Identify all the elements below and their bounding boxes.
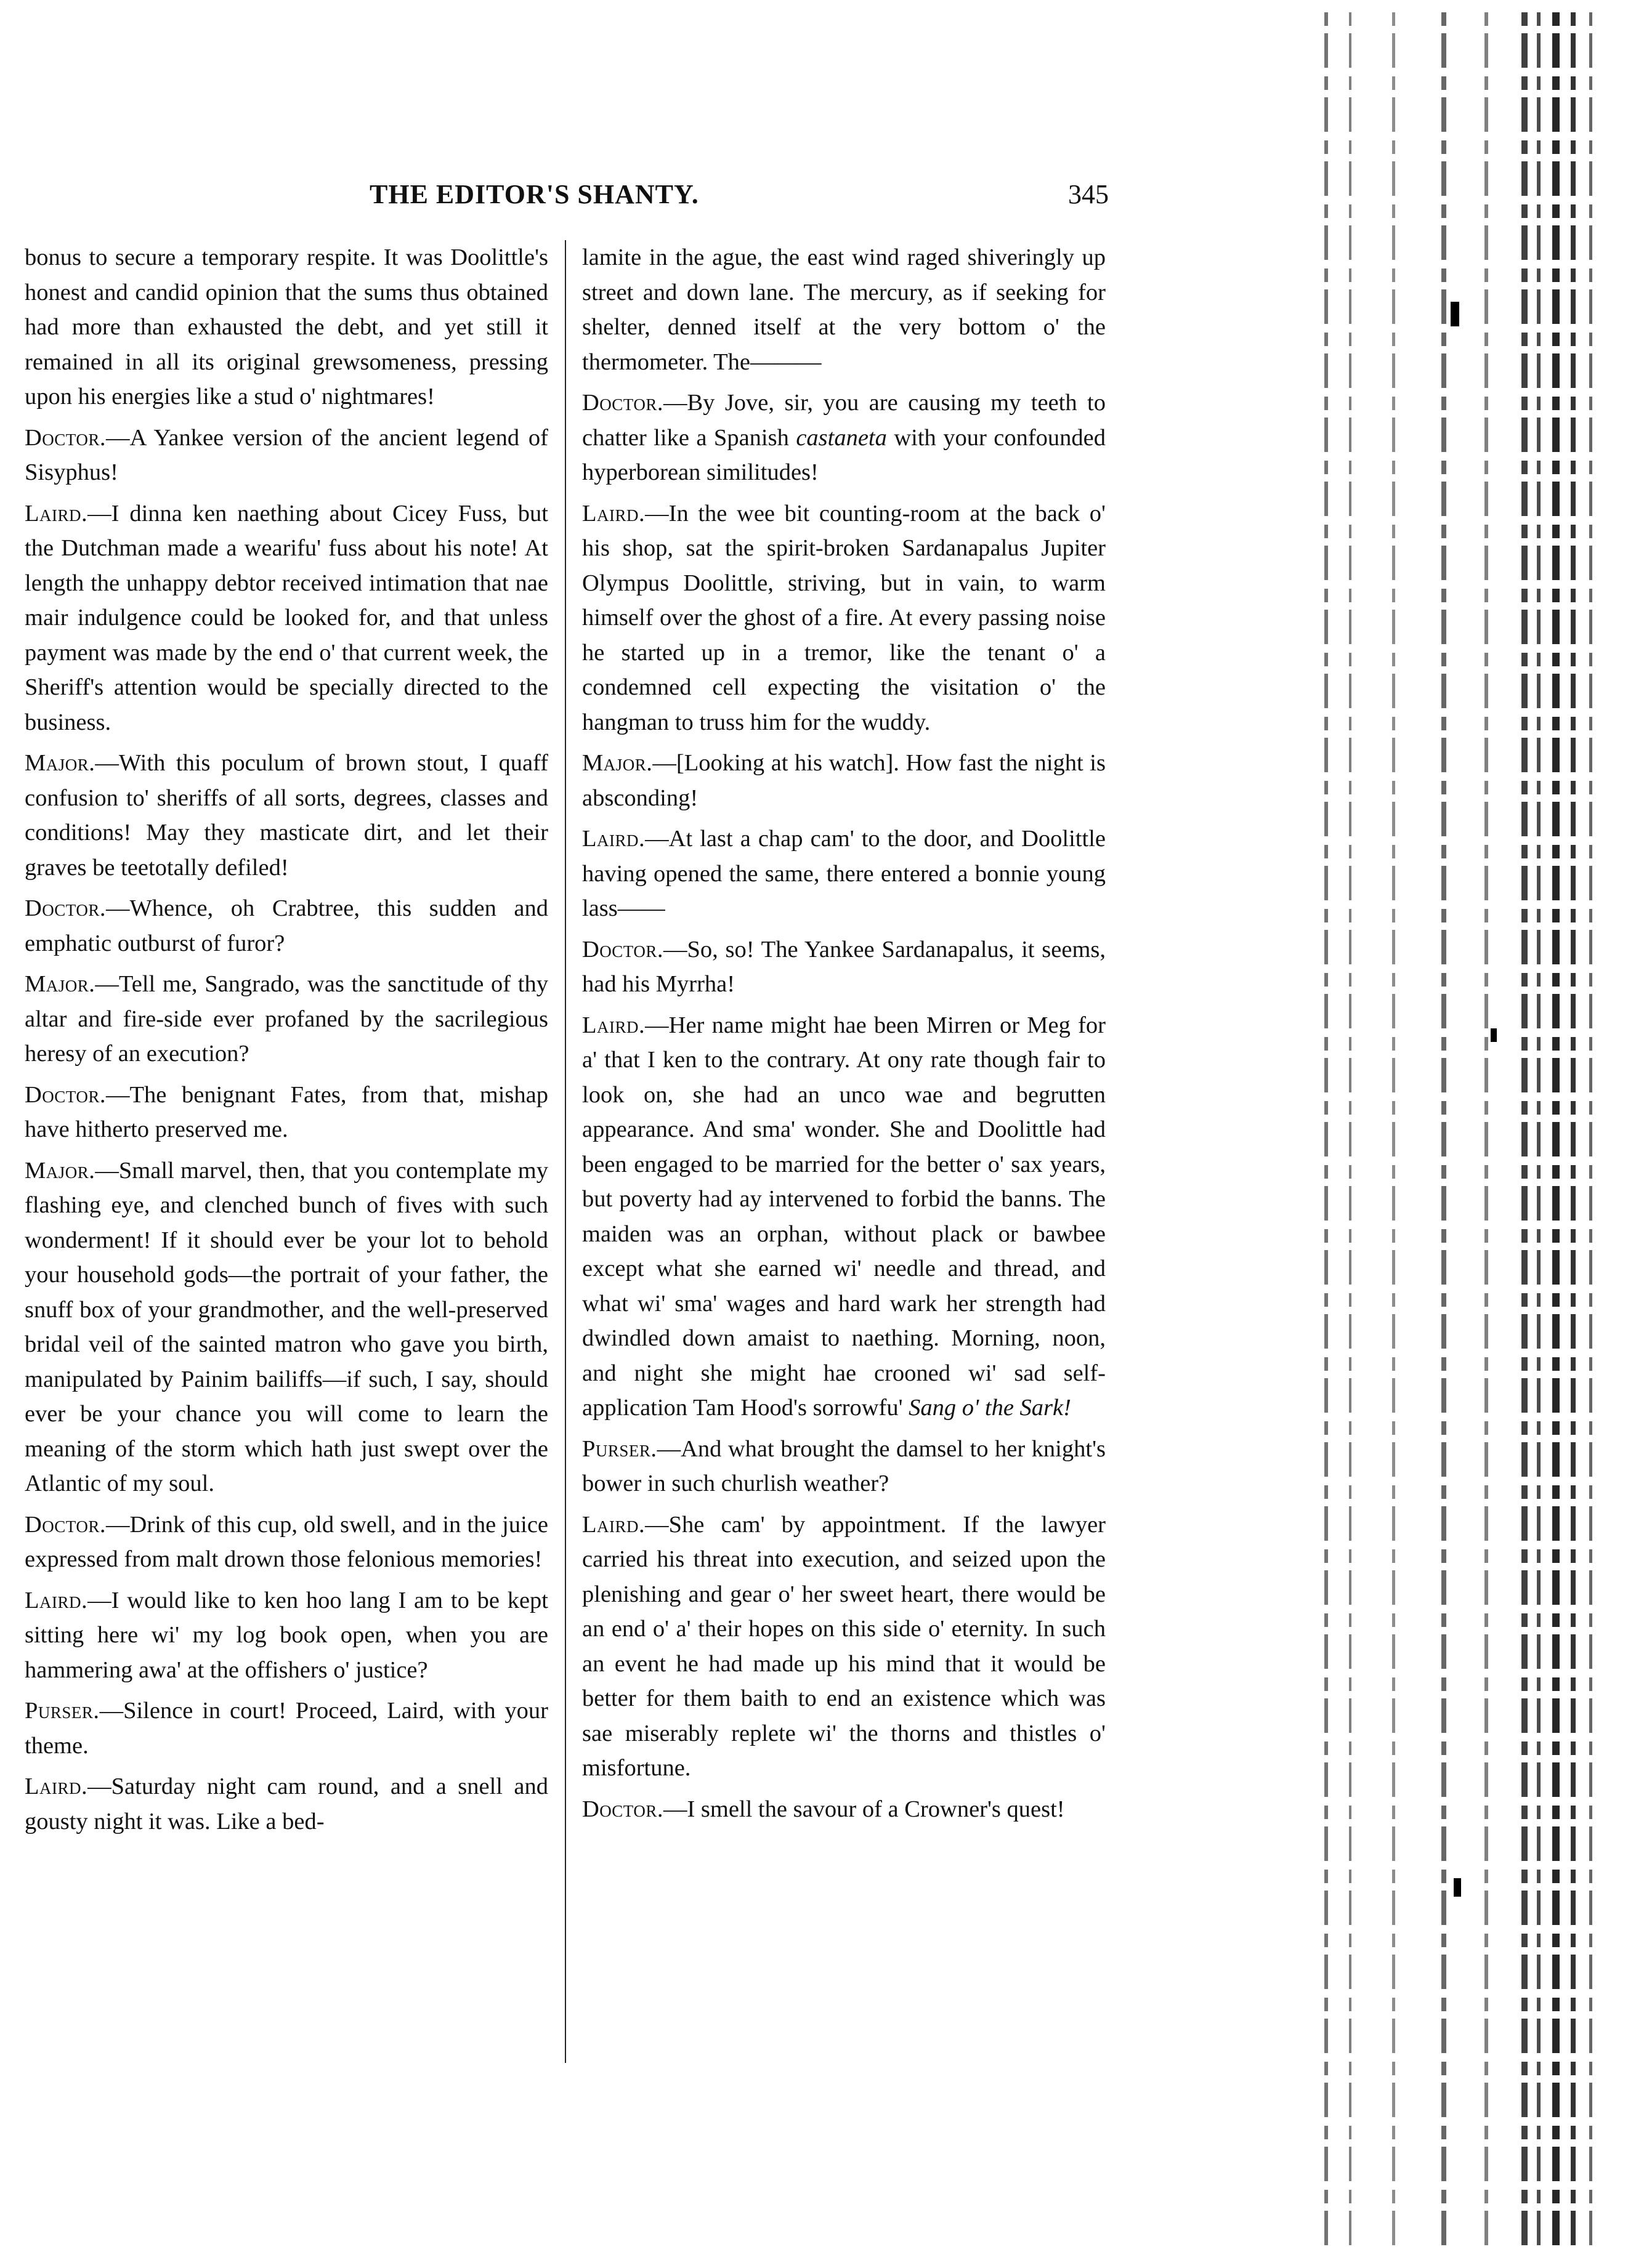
speaker-label: Doctor. [582,936,663,962]
paragraph [25,891,548,961]
column-divider [565,240,566,2063]
paragraph-text: —Her name might hae been Mirren or Meg for a' that I ken to the contrary. At ony rate though fair to look on, she had an unco wae and begrutten appearance. And sma' wonder. She and Doolittle had been engaged to be married for the better o' sax years, but poverty had ay intervened to forbid the banns. The maiden was an orphan, without plack or bawbee except what she earned wi' needle and thread, and what wi' sma' wages and hard wark her strength had dwindled down amaist to naething. Morning, noon, and night she might hae crooned wi' sad self-application Tam Hood's sorrowfu' [582,1012,1106,1421]
paragraph-text: with your confounded hyperborean similitudes! [582,424,1106,485]
scan-streak [1441,12,1446,2254]
paragraph-text: —Saturday night cam round, and a snell and gousty night it was. Like a bed- [25,1774,548,1834]
paragraph [25,240,548,414]
page-number: 345 [1068,179,1109,209]
paragraph [25,421,548,490]
paragraph-text: —She cam' by appointment. If the lawyer carried his threat into execution, and seized upon the plenishing and gear o' her sweet heart, there would be an end o' a' their hopes on this side o' eternity. In such an event he had made up his mind that it would be better for them baith to end an existence which was sae miserably replete wi' the thorns and thistles o' misfortune. [582,1511,1106,1781]
scan-streak [1537,12,1541,2254]
paragraph-text: —With this poculum of brown stout, I quaff confusion to' sheriffs of all sorts, degrees, classes and conditions! May they masticate dirt, and let their graves be teetotally defiled! [25,750,548,881]
paragraph-text: —The benignant Fates, from that, mishap have hitherto preserved me. [25,1081,548,1142]
text-columns [25,240,1109,2186]
scan-streak [1349,12,1351,2254]
paragraph [582,1008,1106,1426]
paragraph-text: —Whence, oh Crabtree, this sudden and emphatic outburst of furor? [25,895,548,956]
paragraph [582,1792,1106,1827]
left-column [25,240,548,1845]
paragraph-text: bonus to secure a temporary respite. It was Doolittle's honest and candid opinion that the sums thus obtained had more than exhausted the debt, and yet still it remained in all its original grewsomeness, pressing upon his energies like a stud o' nightmares! [25,244,548,410]
paragraph-text: —So, so! The Yankee Sardanapalus, it seems, had his Myrrha! [582,936,1106,997]
italic-phrase: castaneta [796,424,887,451]
scan-streak [1571,12,1576,2254]
paragraph-text: —A Yankee version of the ancient legend of Sisyphus! [25,424,548,485]
speaker-label: Major. [582,750,653,776]
paragraph-text: —Drink of this cup, old swell, and in the juice expressed from malt drown those felonious memories! [25,1511,548,1572]
speaker-label: Laird. [582,826,646,852]
speaker-label: Major. [25,1157,95,1184]
paragraph-text: —I would like to ken hoo lang I am to be kept sitting here wi' my log book open, when you are hammering awa' at the offishers o' justice? [25,1587,548,1683]
paragraph-text: —Silence in court! Proceed, Laird, with your theme. [25,1698,548,1759]
speaker-label: Doctor. [582,1796,663,1822]
speaker-label: Purser. [25,1698,100,1724]
paragraph-text: —I dinna ken naething about Cicey Fuss, but the Dutchman made a wearifu' fuss about his note! At length the unhappy debtor received intimation that nae mair indulgence could be looked for, and that unless payment was made by the end o' that current week, the Sheriff's attention would be specially directed to the business. [25,500,548,735]
speaker-label: Doctor. [582,390,663,416]
paragraph-text: —And what brought the damsel to her knight's bower in such churlish weather? [582,1435,1106,1496]
scan-streak [1589,12,1592,2254]
speaker-label: Major. [25,750,95,776]
scan-streak [1324,12,1328,2254]
paragraph [25,1507,548,1577]
paragraph [582,1507,1106,1786]
paragraph-text: —I smell the savour of a Crowner's quest! [663,1796,1065,1822]
paragraph-text: —In the wee bit counting-room at the back o' his shop, sat the spirit-broken Sardanapalus Jupiter Olympus Doolittle, striving, but in vain, to warm himself over the ghost of a fire. At every passing noise he started up in a tremor, like the tenant o' a condemned cell expecting the visitation o' the hangman to truss him for the wuddy. [582,500,1106,735]
paragraph [25,746,548,885]
scan-streak [1552,12,1560,2254]
paragraph [582,932,1106,1002]
paragraph [25,1583,548,1688]
paragraph [582,1432,1106,1501]
speaker-label: Doctor. [25,1511,106,1538]
scan-edge-artifact [1300,12,1620,2254]
paragraph-text: —[Looking at his watch]. How fast the night is absconding! [582,750,1106,811]
paragraph-text: —By Jove, sir, you are causing my teeth to chatter like a Spanish [582,390,1106,451]
paragraph [582,821,1106,926]
paragraph-text: lamite in the ague, the east wind raged shiveringly up street and down lane. The mercury, as if seeking for shelter, denned itself at the very bottom o' the thermometer. The——— [582,244,1106,375]
scan-streak [1484,12,1488,2254]
paragraph-text: —At last a chap cam' to the door, and Doolittle having opened the same, there entered a bonnie young lass—— [582,826,1106,921]
speaker-label: Laird. [25,1774,88,1799]
paragraph [582,385,1106,490]
paragraph [25,496,548,740]
speaker-label: Purser. [582,1435,657,1462]
speaker-label: Laird. [582,1511,646,1538]
speaker-label: Doctor. [25,424,106,451]
paragraph [25,1693,548,1763]
scan-speck [1451,302,1459,326]
scan-speck [1491,1028,1497,1042]
paragraph [582,240,1106,379]
speaker-label: Laird. [25,1587,88,1613]
paragraph [582,746,1106,815]
scan-streak [1521,12,1528,2254]
italic-phrase: Sang o' the Sark! [909,1395,1071,1421]
speaker-label: Doctor. [25,895,106,921]
page-header [25,179,1109,222]
scan-streak [1392,12,1395,2254]
speaker-label: Laird. [25,500,88,527]
paragraph [25,967,548,1071]
speaker-label: Laird. [582,1012,646,1038]
running-title: THE EDITOR'S SHANTY. [370,179,699,209]
paragraph [25,1769,548,1839]
paragraph-text: —Small marvel, then, that you contemplate my flashing eye, and clenched bunch of fives with such wonderment! If it should ever be your lot to behold your household gods—the portrait of your father, the snuff box of your grandmother, and the well-preserved bridal veil of the sainted matron who gave you birth, manipulated by Painim bailiffs—if such, I say, should ever be your chance you will come to learn the meaning of the storm which hath just swept over the Atlantic of my soul. [25,1157,548,1496]
speaker-label: Laird. [582,500,646,527]
speaker-label: Major. [25,971,95,997]
scan-speck [1454,1878,1461,1897]
paragraph [25,1153,548,1501]
paragraph [25,1078,548,1147]
paragraph-text: —Tell me, Sangrado, was the sanctitude of thy altar and fire-side ever profaned by the sacrilegious heresy of an execution? [25,971,548,1067]
paragraph [582,496,1106,740]
speaker-label: Doctor. [25,1081,106,1108]
right-column [582,240,1106,1833]
